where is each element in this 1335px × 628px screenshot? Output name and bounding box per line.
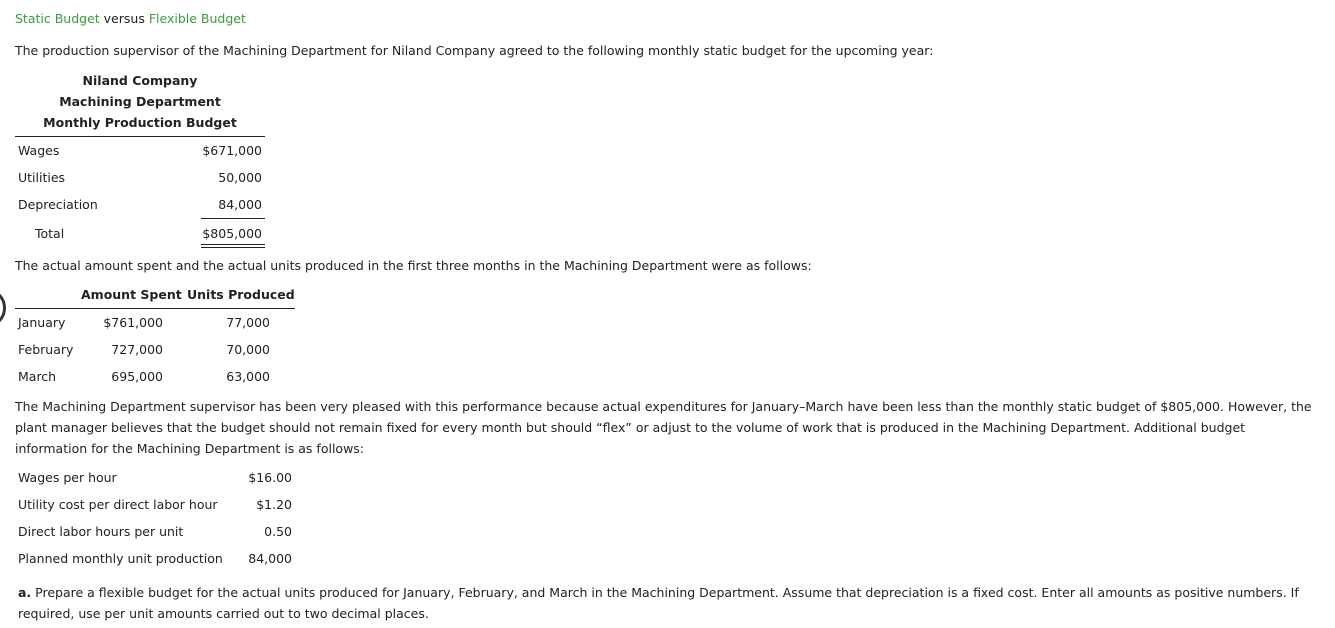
info-row-value: $16.00	[248, 470, 292, 485]
budget-row-label: Utilities	[18, 170, 66, 185]
actual-row-amount: 727,000	[111, 342, 163, 357]
budget-row-value: $671,000	[202, 143, 262, 158]
question-text: Prepare a flexible budget for the actual units produced for January, February, and March in the Machining Department. Assume that depreciation is a fixed cost. Enter all amounts as positive numbers. If required, use per unit amounts carried out to two decimal places.	[18, 585, 1299, 621]
budget-row-value: 84,000	[218, 197, 262, 212]
title-link-flexible[interactable]: Flexible Budget	[148, 11, 246, 26]
actual-row-units: 63,000	[226, 369, 270, 384]
actual-row-units: 70,000	[226, 342, 270, 357]
budget-subtotal-rule	[201, 218, 265, 219]
info-row-value: 84,000	[248, 551, 292, 566]
title-link-static[interactable]: Static Budget	[15, 11, 100, 26]
budget-department: Machining Department	[59, 94, 221, 109]
info-row-label: Utility cost per direct labor hour	[18, 497, 218, 512]
budget-row-value: 50,000	[218, 170, 262, 185]
intro-text: The production supervisor of the Machining Department for Niland Company agreed to the following monthly static budget for the upcoming year:	[15, 43, 934, 58]
budget-total-double-rule	[201, 244, 265, 248]
budget-total-value: $805,000	[202, 226, 262, 241]
info-row-value: $1.20	[256, 497, 292, 512]
budget-header-rule	[15, 136, 265, 137]
title-versus: versus	[99, 11, 149, 26]
actual-row-amount: $761,000	[103, 315, 163, 330]
page-title	[15, 11, 246, 26]
actual-row-units: 77,000	[226, 315, 270, 330]
budget-row-label: Depreciation	[18, 197, 98, 212]
info-row-value: 0.50	[264, 524, 292, 539]
info-row-label: Direct labor hours per unit	[18, 524, 184, 539]
actual-header-amount: Amount Spent	[81, 287, 182, 302]
actual-row-month: January	[18, 315, 66, 330]
budget-heading: Monthly Production Budget	[43, 115, 237, 130]
info-row-label: Wages per hour	[18, 470, 117, 485]
actual-header-rule	[15, 308, 295, 309]
performance-paragraph: The Machining Department supervisor has been very pleased with this performance because actual expenditures for January–March have been less than the monthly static budget of $805,000. However, the plant manager believes that the budget should not remain fixed for every month but should “flex” or adjust to the volume of work that is produced in the Machining Department. Additional budget information for the Machining Department is as follows:	[15, 399, 1312, 456]
actual-intro-text: The actual amount spent and the actual units produced in the first three months in the Machining Department were as follows:	[15, 258, 812, 273]
budget-row-label: Wages	[18, 143, 60, 158]
question-letter: a.	[18, 585, 32, 600]
budget-total-label: Total	[35, 226, 65, 241]
info-row-label: Planned monthly unit production	[18, 551, 223, 566]
actual-row-month: February	[18, 342, 74, 357]
actual-row-amount: 695,000	[111, 369, 163, 384]
actual-header-units: Units Produced	[187, 287, 295, 302]
actual-row-month: March	[18, 369, 57, 384]
radio-indicator-icon	[0, 288, 6, 328]
budget-company: Niland Company	[82, 73, 198, 88]
question-a	[18, 582, 1323, 624]
